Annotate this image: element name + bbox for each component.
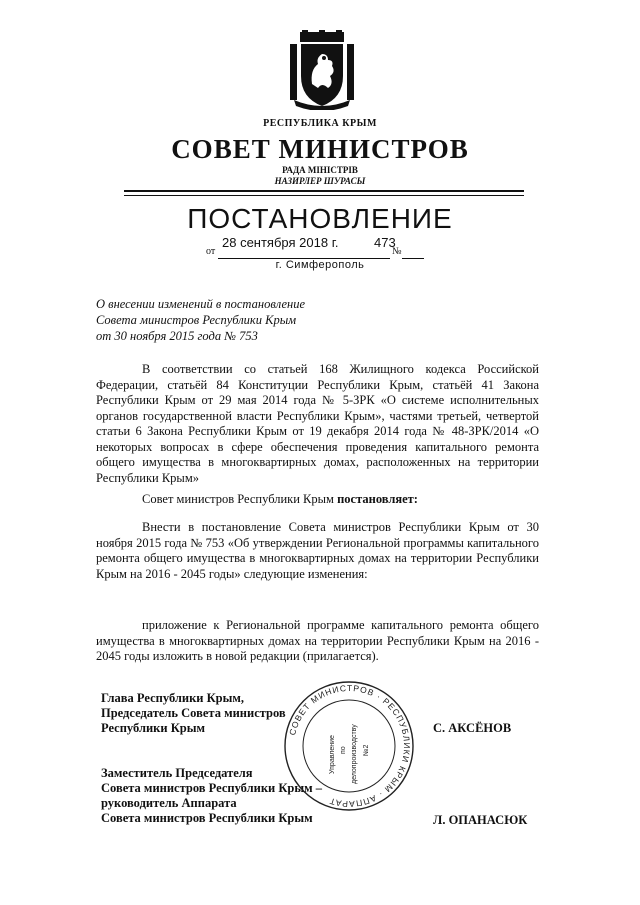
official-round-stamp <box>279 676 419 816</box>
title-line: Совета министров Республики Крым <box>96 313 297 327</box>
preamble-paragraph: В соответствии со статьей 168 Жилищного кодекса Российской Федерации, статьёй 84 Конституции Республики Крым, статьёй 41 Закона Республики Крым от 29 мая 2014 года № 5-ЗРК «О системе исполнительных органов государственной власти Республики Крым», частями третьей, четвертой статьи 6 Закона Республики Крым от 19 декабря 2014 года № 48-ЗРК/2014 «О некоторых вопросах в сфере обеспечения проведения капитального ремонта общего имущества в многоквартирных домах, расположенных на территории Республики Крым» <box>96 362 539 485</box>
svg-text:СОВЕТ МИНИСТРОВ · РЕСПУБЛИКИ К <box>287 683 412 809</box>
resolves-keyword: постановляет: <box>337 492 418 506</box>
signatory-title-line: Совета министров Республики Крым – <box>101 781 323 795</box>
signatory-title-line: руководитель Аппарата <box>101 796 237 810</box>
signatory-title-line: Республики Крым <box>101 721 205 735</box>
amendment-paragraph: Внести в постановление Совета министров Республики Крым от 30 ноября 2015 года № 753 «Об утверждении Региональной программы капитального ремонта общего имущества в многоквартирных домах на территории Республики Крым на 2016 - 2045 годы» следующие изменения: <box>96 520 539 581</box>
title-line: О внесении изменений в постановление <box>96 297 306 311</box>
coat-of-arms-emblem <box>288 30 356 110</box>
council-name-crimean-tatar: НАЗИРЛЕР ШУРАСЫ <box>274 176 366 186</box>
header-rule-thick <box>124 190 524 192</box>
council-name-ukrainian: РАДА МІНІСТРІВ <box>282 165 358 175</box>
republic-name: РЕСПУБЛИКА КРЫМ <box>263 118 377 129</box>
stamp-inner-line: делопроизводству <box>351 724 358 784</box>
signatory-2-name: Л. ОПАНАСЮК <box>433 813 528 827</box>
stamp-inner-line: Управление <box>329 735 336 774</box>
number-label: № <box>392 246 402 257</box>
signatory-title-line: Председатель Совета министров <box>101 706 286 720</box>
document-date: 28 сентября 2018 г. <box>222 235 339 250</box>
council-name: СОВЕТ МИНИСТРОВ <box>171 134 469 164</box>
city: г. Симферополь <box>275 259 365 271</box>
appendix-paragraph: приложение к Региональной программе капитального ремонта общего имущества в многоквартирных домах на территории Республики Крым на 2016 - 2045 годы изложить в новой редакции (прилагается). <box>96 618 539 663</box>
resolves-paragraph <box>96 492 539 508</box>
resolves-text: Совет министров Республики Крым <box>142 492 338 506</box>
stamp-inner-line: по <box>340 746 347 754</box>
signatory-1-title <box>101 691 286 736</box>
document-type: ПОСТАНОВЛЕНИЕ <box>187 203 453 234</box>
document-number: 473 <box>374 235 396 250</box>
title-line: от 30 ноября 2015 года № 753 <box>96 329 258 343</box>
signatory-1-name: С. АКСЁНОВ <box>433 721 512 735</box>
header-rule-thin <box>124 195 524 196</box>
stamp-inner-line: №2 <box>363 744 370 756</box>
stamp-outer-text: СОВЕТ МИНИСТРОВ · РЕСПУБЛИКИ КРЫМ · АППАРАТ <box>287 682 413 810</box>
date-label: от <box>206 246 216 257</box>
signatory-title-line: Совета министров Республики Крым <box>101 811 313 825</box>
resolution-title <box>96 296 396 344</box>
signatory-title-line: Заместитель Председателя <box>101 766 253 780</box>
signatory-title-line: Глава Республики Крым, <box>101 691 245 705</box>
